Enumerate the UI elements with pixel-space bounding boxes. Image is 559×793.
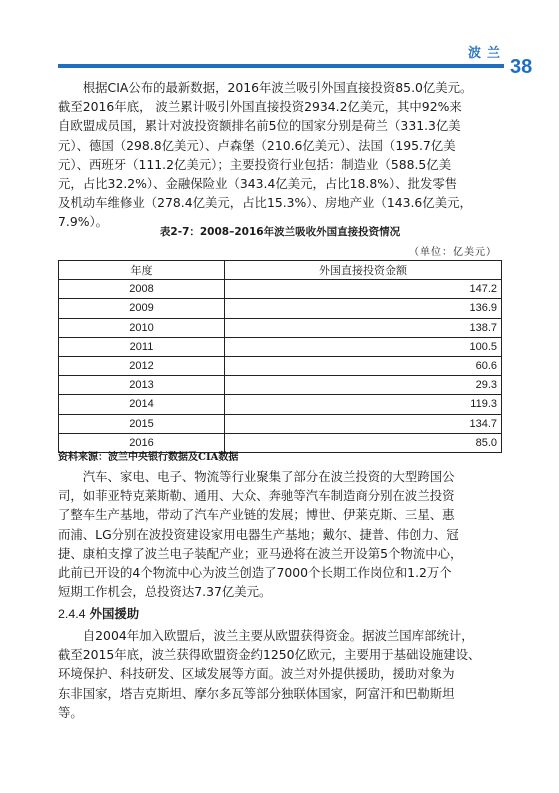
fdi-table (58, 260, 502, 453)
amount-cell: 136.9 (225, 299, 502, 318)
table-row (59, 414, 502, 433)
paragraph-fdi-overview (58, 78, 506, 232)
year-cell: 2011 (59, 337, 225, 356)
amount-cell: 85.0 (225, 433, 502, 452)
table-row (59, 356, 502, 375)
year-cell: 2016 (59, 433, 225, 452)
table-source: 资料来源：波兰中央银行数据及CIA数据 (58, 452, 239, 463)
text-line: 自欧盟成员国，累计对波投资额排名前5位的国家分别是荷兰（331.3亿美 (58, 118, 461, 134)
page-number: 38 (510, 56, 533, 78)
text-line: 截至2016年底， 波兰累计吸引外国直接投资2934.2亿美元，其中92%来 (58, 99, 462, 115)
text-line: 根据CIA公布的最新数据，2016年波兰吸引外国直接投资85.0亿美元。 (58, 80, 473, 95)
section-number: 2.4.4 (58, 607, 86, 621)
year-cell: 2008 (59, 280, 225, 299)
table-row (59, 280, 502, 299)
section-title: 外国援助 (89, 606, 140, 621)
text-line: 元）、西班牙（111.2亿美元）；主要投资行业包括：制造业（588.5亿美 (58, 156, 452, 172)
year-cell: 2009 (59, 299, 225, 318)
text-line: 截至2015年底，波兰获得欧盟资金约1250亿欧元，主要用于基础设施建设、 (58, 647, 481, 663)
text-line: 此前已开设的4个物流中心为波兰创造了7000个长期工作岗位和1.2万个 (58, 565, 452, 581)
text-line: 司，如菲亚特克莱斯勒、通用、大众、奔驰等汽车制造商分别在波兰投资 (58, 488, 455, 504)
text-line: 等。 (58, 704, 83, 720)
section-heading (58, 604, 139, 622)
amount-cell: 138.7 (225, 318, 502, 337)
text-line: 自2004年加入欧盟后，波兰主要从欧盟获得资金。据波兰国库部统计， (58, 628, 474, 643)
text-line: 了整车生产基地，带动了汽车产业链的发展；博世、伊莱克斯、三星、惠 (58, 507, 455, 523)
amount-cell: 60.6 (225, 356, 502, 375)
table-row (59, 337, 502, 356)
text-line: 而浦、LG分别在波投资建设家用电器生产基地；戴尔、捷普、伟创力、冠 (58, 526, 459, 542)
text-line: 短期工作机会，总投资达7.37亿美元。 (58, 584, 272, 600)
header-rule (58, 64, 504, 68)
text-line: 元，占比32.2%）、金融保险业（343.4亿美元，占比18.8%）、批发零售 (58, 176, 458, 192)
amount-cell: 119.3 (225, 395, 502, 414)
table-row (59, 318, 502, 337)
year-cell: 2010 (59, 318, 225, 337)
year-cell: 2014 (59, 395, 225, 414)
table-row (59, 299, 502, 318)
text-line: 东非国家，塔吉克斯坦、摩尔多瓦等部分独联体国家，阿富汗和巴勒斯坦 (58, 685, 455, 701)
text-line: 环境保护、科技研发、区域发展等方面。波兰对外提供援助，援助对象为 (58, 666, 455, 682)
column-header-amount: 外国直接投资金额 (225, 261, 502, 280)
table-header-row (59, 261, 502, 280)
text-line: 汽车、家电、电子、物流等行业聚集了部分在波兰投资的大型跨国公 (58, 469, 455, 484)
amount-cell: 29.3 (225, 376, 502, 395)
text-line: 元）、德国（298.8亿美元）、卢森堡（210.6亿美元）、法国（195.7亿美 (58, 137, 456, 153)
text-line: 及机动车维修业（278.4亿美元，占比15.3%）、房地产业（143.6亿美元， (58, 195, 472, 211)
text-line: 7.9%）。 (58, 214, 109, 230)
column-header-year: 年度 (59, 261, 225, 280)
amount-cell: 147.2 (225, 280, 502, 299)
table-row (59, 395, 502, 414)
header-title: 波兰 (468, 46, 507, 61)
paragraph-multinationals (58, 467, 506, 601)
table-unit: （单位：亿美元） (409, 247, 497, 258)
amount-cell: 134.7 (225, 414, 502, 433)
year-cell: 2015 (59, 414, 225, 433)
year-cell: 2013 (59, 376, 225, 395)
year-cell: 2012 (59, 356, 225, 375)
table-row (59, 376, 502, 395)
table-title: 表2-7：2008–2016年波兰吸收外国直接投资情况 (159, 226, 401, 238)
paragraph-foreign-aid (58, 626, 506, 722)
amount-cell: 100.5 (225, 337, 502, 356)
text-line: 捷、康柏支撑了波兰电子装配产业；亚马逊将在波兰开设第5个物流中心， (58, 545, 463, 561)
